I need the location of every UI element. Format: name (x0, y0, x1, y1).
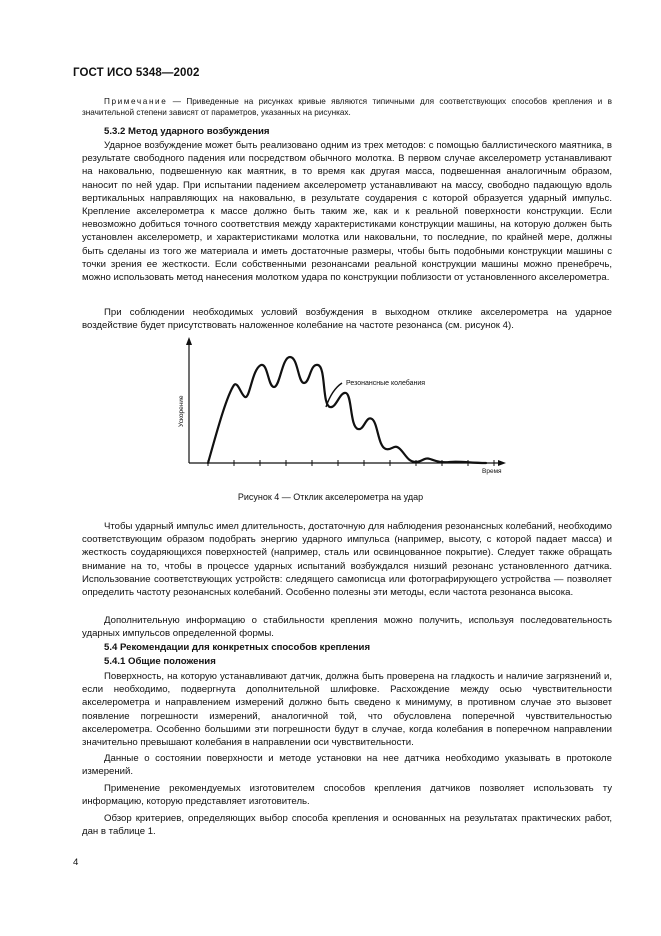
page-number: 4 (73, 857, 79, 868)
after-figure-paragraph-2: Дополнительную информацию о стабильности крепления можно получить, используя последовательность ударных импульсов определенной формы. (82, 615, 612, 640)
response-curve (208, 357, 486, 463)
note-text: — Приведенные на рисунках кривые являются типичными для соответствующих способов крепления и в значительной степени зависят от параметров, указанных на рисунках. (82, 97, 612, 117)
annotation-label: Резонансные колебания (346, 380, 426, 387)
figure-4-caption: Рисунок 4 — Отклик акселерометра на удар (237, 492, 424, 502)
x-axis-arrow-icon (498, 460, 506, 466)
document-header: ГОСТ ИСО 5348—2002 (73, 67, 200, 79)
after-figure-paragraph-1: Чтобы ударный импульс имел длительность, достаточную для наблюдения резонансных колебаний, необходимо соответствующим образом подобрать энергию ударного импульса (например, высоту, с которой падает масса) и жесткость соударяющихся поверхностей (например, сталь или освинцованное покрытие). Следует также обращать внимание на то, чтобы в процессе ударных испытаний возбуждался низший резонанс установленного датчика. Использование соответствующих устройств: следящего самописца или фотографирующего устройства — позволяет определить частоту резонансных колебаний. Особенно полезны эти методы, если частота резонанса высока. (82, 521, 612, 599)
section-5-4-1-paragraph-2: Данные о состоянии поверхности и методе установки на нее датчика необходимо указывать в протоколе измерений. (82, 753, 612, 778)
y-axis-label: Ускорение (178, 395, 185, 427)
section-5-3-2-paragraph-2: При соблюдении необходимых условий возбуждения в выходном отклике акселерометра на ударное воздействие будет присутствовать наложенное колебание на частоте резонанса (см. рисунок 4). (82, 307, 612, 332)
section-5-4-1-paragraph-3: Применение рекомендуемых изготовителем способов крепления датчиков позволяет использовать ту информацию, которую представляет изготовитель. (82, 783, 612, 808)
figure-4-chart (170, 335, 520, 485)
section-5-4-1-heading: 5.4.1 Общие положения (104, 656, 216, 667)
note-label: Примечание (104, 97, 168, 106)
section-5-4-heading: 5.4 Рекомендации для конкретных способов крепления (104, 642, 371, 653)
x-axis-label: Время (482, 468, 502, 475)
section-5-3-2-paragraph-1: Ударное возбуждение может быть реализовано одним из трех методов: с помощью баллистического маятника, в результате свободного падения или посредством обычного молотка. В первом случае акселерометр устанавливают на наковальню, подвешенную как маятник, в то время как другая масса, подвешенная аналогичным образом, наносит по ней удар. При испытании падением акселерометр устанавливают на массу, свободно падающую вдоль вертикальных направляющих на наковальню, в результате соударения с которой образуется ударный импульс. Крепление акселерометра к массе должно быть таким же, как и к реальной поверхности конструкции. Если невозможно добиться точного соответствия между характеристиками конструкции машины, на которую должен быть установлен акселерометр, и характеристиками молотка или наковальни, то последние, по крайней мере, должны быть сделаны из того же материала и иметь достаточные размеры, чтобы быть подобными конструкции машины с точки зрения ее жесткости. Если собственными резонансами реальной конструкции машины можно пренебречь, можно использовать метод нанесения молотком удара по конструкции поблизости от установленного акселерометра. (82, 140, 612, 284)
section-5-4-1-paragraph-4: Обзор критериев, определяющих выбор способа крепления и основанных на результатах практических работ, дан в таблице 1. (82, 813, 612, 838)
note-paragraph (82, 96, 612, 118)
section-5-3-2-heading: 5.3.2 Метод ударного возбуждения (104, 126, 270, 137)
annotation-leader-line (326, 383, 342, 407)
y-axis-arrow-icon (186, 337, 192, 345)
section-5-4-1-paragraph-1: Поверхность, на которую устанавливают датчик, должна быть проверена на гладкость и наличие загрязнений и, если необходимо, подвергнута дополнительной шлифовке. Расхождение между осью чувствительности акселерометра и направлением измерений должно быть сведено к минимуму, в противном случае это вызовет появление погрешности измерений, аналогичной той, что обусловлена поперечной чувствительностью акселерометра. Особенно большими эти погрешности будут в случае, когда колебания в поперечном направлении значительно превышают колебания в направлении оси чувствительности. (82, 671, 612, 749)
